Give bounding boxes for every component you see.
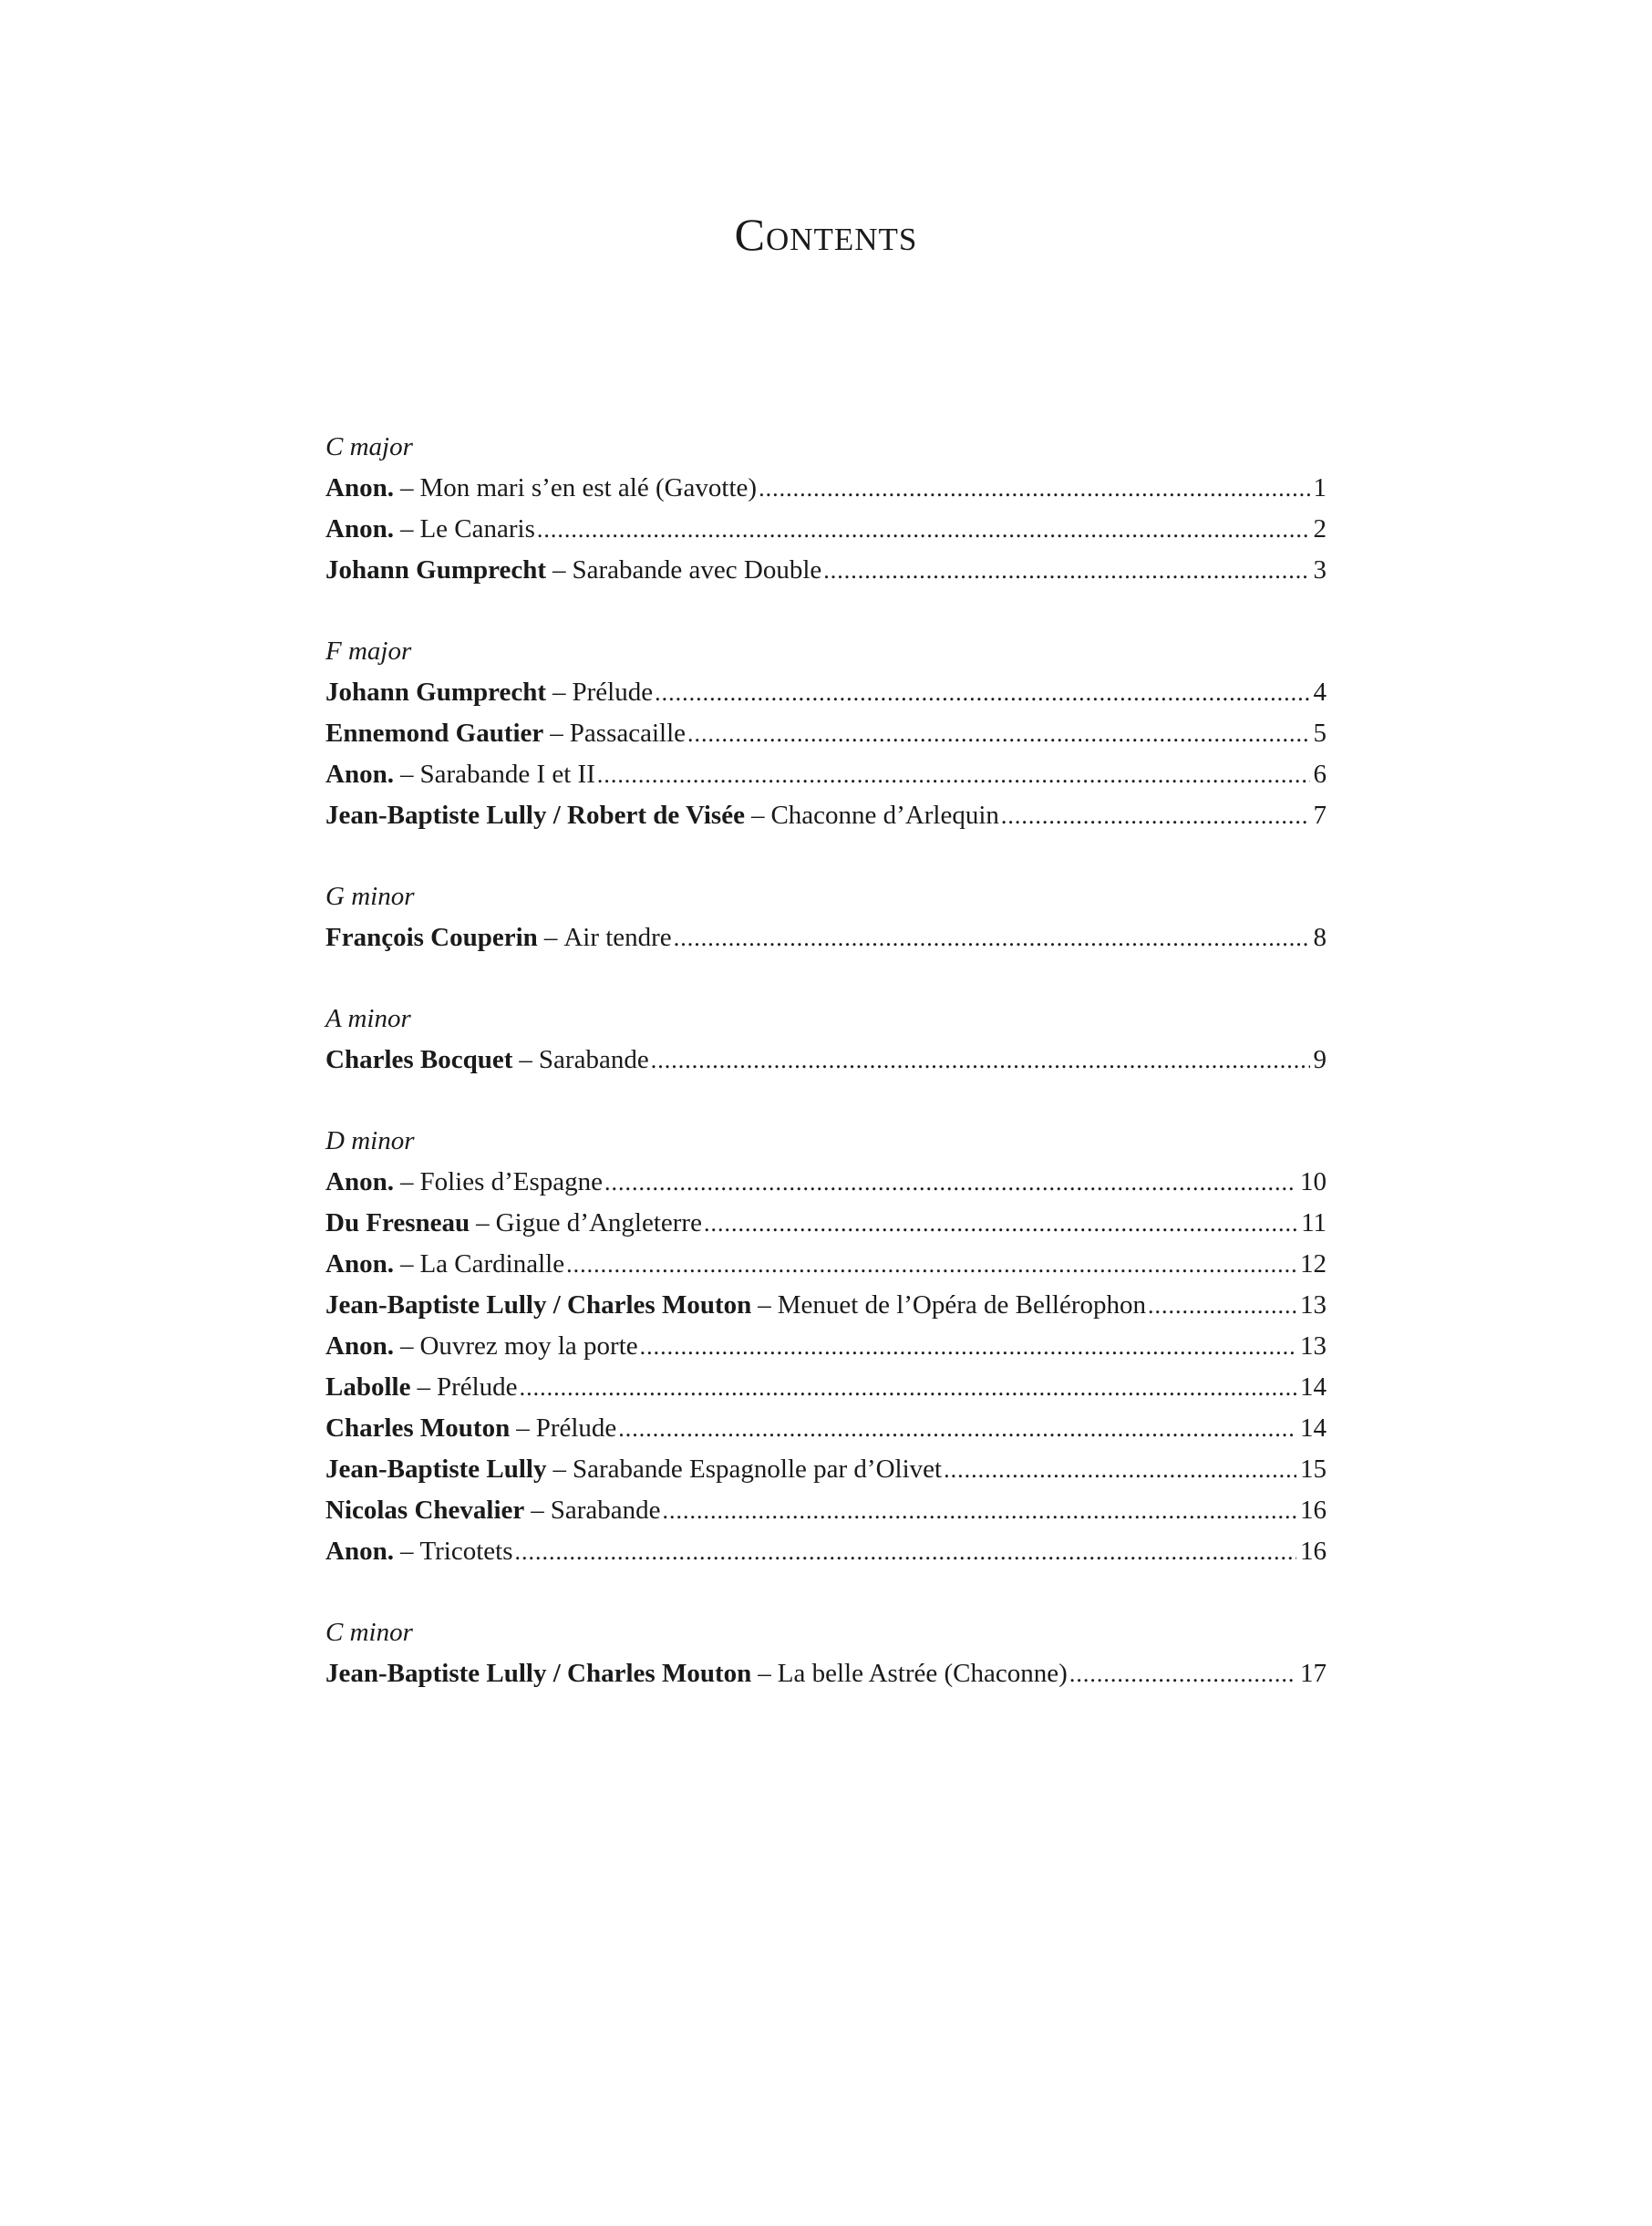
page-number: 17	[1300, 1659, 1327, 1688]
dash-separator: –	[399, 1331, 414, 1361]
page-number: 12	[1300, 1249, 1327, 1279]
dot-leader	[823, 550, 1309, 591]
dash-separator: –	[758, 1290, 771, 1320]
dot-leader	[674, 917, 1310, 958]
toc-entry[interactable]	[325, 468, 1327, 509]
composer-name: Anon.	[325, 1537, 394, 1566]
work-title: Tricotets	[419, 1537, 513, 1566]
toc-entry[interactable]	[325, 1326, 1327, 1367]
composer-name: Johann Gumprecht	[325, 678, 546, 707]
toc-section	[325, 427, 1327, 591]
page-number: 15	[1300, 1455, 1327, 1484]
toc-section	[325, 876, 1327, 958]
work-title: Sarabande I et II	[419, 760, 595, 789]
dot-leader	[520, 1367, 1296, 1408]
dash-separator: –	[531, 1496, 544, 1525]
page-number: 14	[1300, 1413, 1327, 1443]
composer-name: Anon.	[325, 1167, 394, 1196]
dot-leader	[566, 1244, 1296, 1285]
composer-name: Anon.	[325, 473, 394, 502]
composer-name: Du Fresneau	[325, 1208, 470, 1237]
dot-leader	[537, 509, 1310, 550]
work-title: Prélude	[572, 678, 654, 707]
toc-entry[interactable]	[325, 754, 1327, 795]
toc-section	[325, 631, 1327, 836]
toc-entry[interactable]	[325, 550, 1327, 591]
toc-entry[interactable]	[325, 795, 1327, 836]
dash-separator: –	[516, 1413, 530, 1443]
toc-entry[interactable]	[325, 917, 1327, 958]
work-title: Prélude	[535, 1413, 617, 1443]
toc-entry[interactable]	[325, 672, 1327, 713]
toc-section	[325, 1612, 1327, 1694]
work-title: Le Canaris	[419, 514, 535, 544]
work-title: Ouvrez moy la porte	[419, 1331, 638, 1361]
table-of-contents	[325, 427, 1327, 1734]
toc-entry[interactable]	[325, 1162, 1327, 1203]
dash-separator: –	[476, 1208, 490, 1237]
toc-entry[interactable]	[325, 1040, 1327, 1081]
dash-separator: –	[399, 760, 414, 789]
toc-entry[interactable]	[325, 1490, 1327, 1531]
page-number: 5	[1313, 719, 1327, 748]
section-key-heading: F major	[325, 637, 412, 666]
dash-separator: –	[552, 678, 566, 707]
composer-name: Jean-Baptiste Lully / Charles Mouton	[325, 1290, 752, 1320]
dash-separator: –	[550, 719, 563, 748]
composer-name: Jean-Baptiste Lully / Robert de Visée	[325, 801, 745, 830]
page-number: 4	[1313, 678, 1327, 707]
toc-entry[interactable]	[325, 1449, 1327, 1490]
dash-separator: –	[399, 1537, 414, 1566]
dot-leader	[1069, 1653, 1296, 1694]
dash-separator: –	[399, 1249, 414, 1279]
dot-leader	[655, 672, 1309, 713]
page-number: 7	[1313, 801, 1327, 830]
work-title: Sarabande	[538, 1045, 649, 1074]
work-title: Mon mari s’en est alé (Gavotte)	[419, 473, 758, 502]
dot-leader	[759, 468, 1309, 509]
composer-name: Johann Gumprecht	[325, 555, 546, 585]
toc-section	[325, 999, 1327, 1081]
toc-entry[interactable]	[325, 509, 1327, 550]
toc-entry[interactable]	[325, 1408, 1327, 1449]
composer-name: Jean-Baptiste Lully / Charles Mouton	[325, 1659, 752, 1688]
dash-separator: –	[399, 514, 414, 544]
dot-leader	[687, 713, 1309, 754]
dash-separator: –	[399, 473, 414, 502]
dash-separator: –	[750, 801, 765, 830]
dot-leader	[1001, 795, 1310, 836]
page-number: 13	[1300, 1331, 1327, 1361]
section-key-heading: D minor	[325, 1126, 415, 1155]
dot-leader	[1148, 1285, 1296, 1326]
toc-section	[325, 1121, 1327, 1572]
dash-separator: –	[758, 1659, 771, 1688]
section-key-heading: G minor	[325, 882, 415, 911]
dot-leader	[618, 1408, 1296, 1449]
page-number: 11	[1301, 1208, 1327, 1237]
dot-leader	[704, 1203, 1297, 1244]
dash-separator: –	[552, 1455, 566, 1484]
dot-leader	[597, 754, 1310, 795]
dot-leader	[515, 1531, 1296, 1572]
page-number: 16	[1300, 1496, 1327, 1525]
composer-name: Anon.	[325, 1331, 394, 1361]
page-title: Contents	[734, 209, 918, 260]
toc-entry[interactable]	[325, 1285, 1327, 1326]
page-number: 9	[1313, 1045, 1327, 1074]
toc-entry[interactable]	[325, 1653, 1327, 1694]
section-key-heading: A minor	[325, 1004, 411, 1033]
section-key-heading: C minor	[325, 1618, 413, 1647]
work-title: Passacaille	[569, 719, 687, 748]
work-title: Air tendre	[563, 923, 672, 952]
page-number: 2	[1313, 514, 1327, 544]
page-number: 1	[1313, 473, 1327, 502]
composer-name: Anon.	[325, 514, 394, 544]
work-title: Sarabande	[550, 1496, 661, 1525]
page-number: 8	[1313, 923, 1327, 952]
dot-leader	[944, 1449, 1296, 1490]
work-title: Sarabande Espagnolle par d’Olivet	[573, 1455, 943, 1484]
dot-leader	[651, 1040, 1310, 1081]
composer-name: Ennemond Gautier	[325, 719, 544, 748]
work-title: Chaconne d’Arlequin	[770, 801, 999, 830]
toc-entry[interactable]	[325, 1244, 1327, 1285]
work-title: Gigue d’Angleterre	[495, 1208, 702, 1237]
dash-separator: –	[552, 555, 566, 585]
page-number: 16	[1300, 1537, 1327, 1566]
work-title: Sarabande avec Double	[572, 555, 822, 585]
work-title: La Cardinalle	[419, 1249, 565, 1279]
page-number: 13	[1300, 1290, 1327, 1320]
dot-leader	[640, 1326, 1296, 1367]
page-number: 3	[1313, 555, 1327, 585]
work-title: La belle Astrée (Chaconne)	[777, 1659, 1068, 1688]
section-key-heading: C major	[325, 432, 413, 461]
work-title: Folies d’Espagne	[419, 1167, 604, 1196]
page-number: 6	[1313, 760, 1327, 789]
work-title: Prélude	[436, 1372, 518, 1402]
composer-name: Anon.	[325, 1249, 394, 1279]
dash-separator: –	[399, 1167, 414, 1196]
dash-separator: –	[519, 1045, 532, 1074]
page-number: 10	[1300, 1167, 1327, 1196]
composer-name: François Couperin	[325, 923, 538, 952]
toc-entry[interactable]	[325, 1531, 1327, 1572]
dash-separator: –	[543, 923, 558, 952]
page-number: 14	[1300, 1372, 1327, 1402]
composer-name: Nicolas Chevalier	[325, 1496, 525, 1525]
toc-entry[interactable]	[325, 1367, 1327, 1408]
composer-name: Charles Mouton	[325, 1413, 511, 1443]
dot-leader	[663, 1490, 1296, 1531]
composer-name: Labolle	[325, 1372, 411, 1402]
toc-entry[interactable]	[325, 713, 1327, 754]
composer-name: Jean-Baptiste Lully	[325, 1455, 547, 1484]
dot-leader	[604, 1162, 1296, 1203]
toc-entry[interactable]	[325, 1203, 1327, 1244]
dash-separator: –	[417, 1372, 430, 1402]
composer-name: Charles Bocquet	[325, 1045, 513, 1074]
composer-name: Anon.	[325, 760, 394, 789]
work-title: Menuet de l’Opéra de Bellérophon	[777, 1290, 1146, 1320]
